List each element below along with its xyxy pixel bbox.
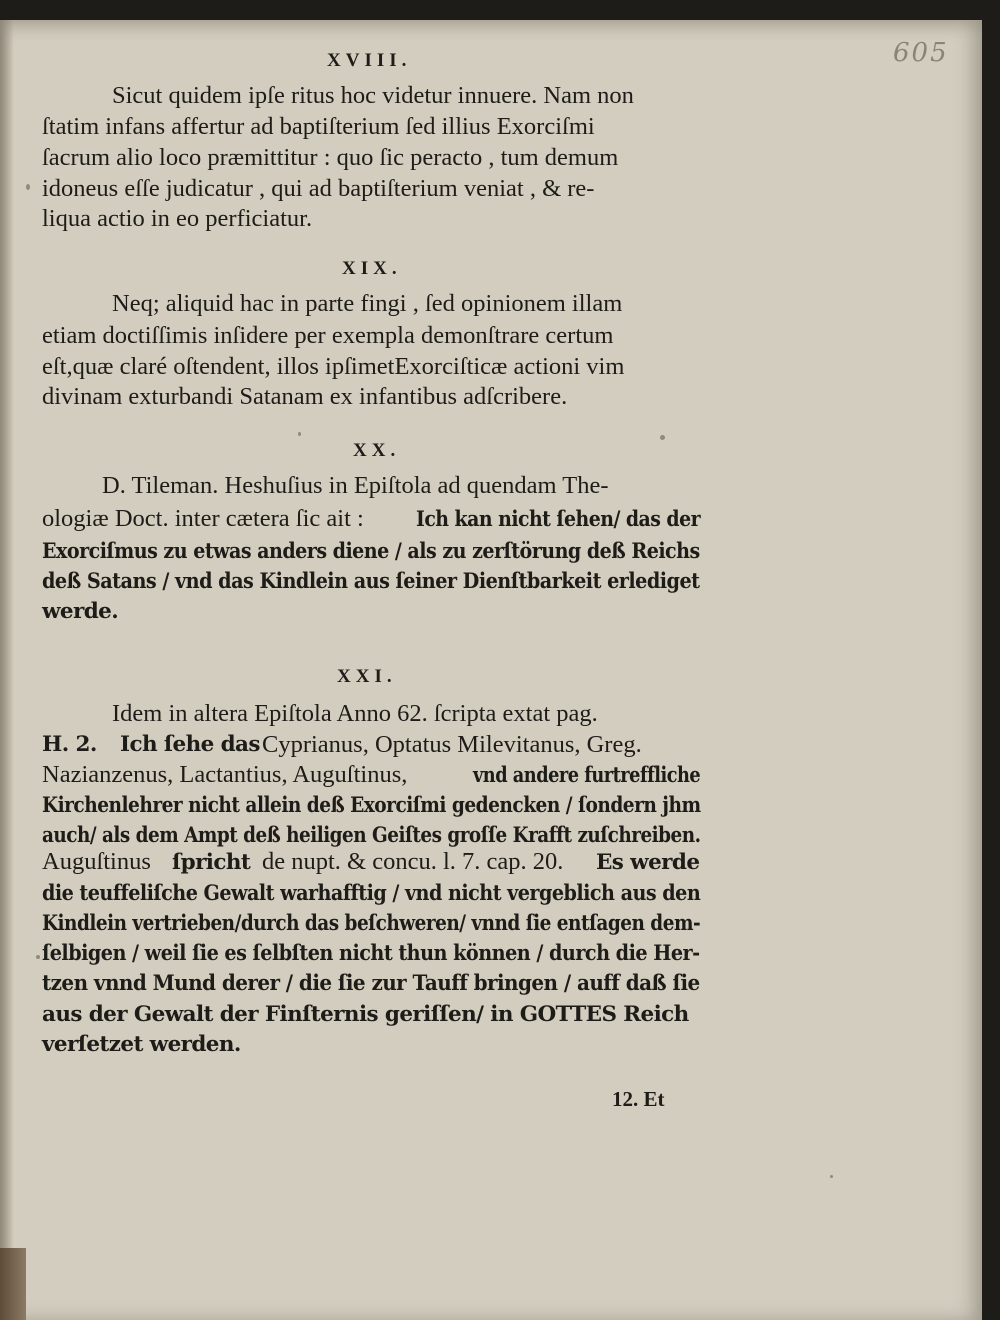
paper-speck: [660, 435, 665, 440]
text-line: ſacrum alio loco præmittitur : quo ſic peracto , tum demum: [42, 144, 619, 171]
text-line: etiam doctiſſimis inſidere per exempla demonſtrare certum: [42, 322, 614, 349]
blackletter-line: H. 2.: [42, 732, 97, 757]
binding-edge: [0, 20, 14, 1320]
blackletter-line: Kindlein vertrieben/durch das beſchweren/ vnnd ſie entſagen dem-: [42, 911, 701, 936]
blackletter-line: ſpricht: [172, 850, 251, 875]
blackletter-line: verſetzet werden.: [42, 1032, 241, 1057]
text-line: de nupt. & concu. l. 7. cap. 20.: [262, 848, 564, 875]
paper-speck: [26, 184, 30, 190]
paper-speck: [36, 955, 40, 959]
binding-tab: [0, 1248, 26, 1320]
paper-speck: [830, 1175, 833, 1178]
blackletter-line: werde.: [42, 599, 119, 624]
text-line: Cyprianus, Optatus Milevitanus, Greg.: [262, 731, 642, 758]
section-heading: XIX.: [342, 258, 402, 279]
text-line: Sicut quidem ipſe ritus hoc videtur innuere. Nam non: [112, 82, 634, 109]
blackletter-line: Kirchenlehrer nicht allein deß Exorciſmi gedencken / ſondern jhm: [42, 793, 701, 818]
blackletter-line: Es werde: [596, 850, 700, 875]
section-heading: XVIII.: [327, 50, 412, 71]
blackletter-line: Exorciſmus zu etwas anders diene / als zu zerſtörung deß Reichs: [42, 539, 700, 564]
text-line: ſtatim infans affertur ad baptiſterium ſed illius Exorciſmi: [42, 113, 595, 140]
blackletter-line: vnd andere furtreffliche: [473, 763, 701, 788]
blackletter-line: deß Satans / vnd das Kindlein aus ſeiner Dienſtbarkeit erlediget: [42, 569, 700, 594]
text-line: Auguſtinus: [42, 848, 151, 875]
blackletter-line: ſelbigen / weil ſie es ſelbſten nicht thun können / durch die Her-: [42, 941, 700, 966]
blackletter-line: auch/ als dem Ampt deß heiligen Geiſtes groſſe Krafft zuſchreiben.: [42, 823, 701, 848]
text-line: liqua actio in eo perficiatur.: [42, 205, 313, 232]
blackletter-line: Ich ſehe das: [120, 732, 260, 757]
text-line: idoneus eſſe judicatur , qui ad baptiſterium veniat , & re-: [42, 175, 595, 202]
text-line: eſt,quæ claré oſtendent, illos ipſimetExorciſticæ actioni vim: [42, 353, 625, 380]
paper-speck: [298, 432, 301, 436]
handwritten-folio-number: 605: [893, 38, 949, 68]
section-heading: XXI.: [337, 666, 397, 687]
text-line: divinam exturbandi Satanam ex infantibus adſcribere.: [42, 383, 568, 410]
text-line: Nazianzenus, Lactantius, Auguſtinus,: [42, 761, 408, 788]
text-line: ologiæ Doct. inter cætera ſic ait :: [42, 505, 364, 532]
blackletter-line: die teuffeliſche Gewalt warhafftig / vnd nicht vergeblich aus den: [42, 881, 701, 906]
section-heading: XX.: [353, 440, 401, 461]
blackletter-line: tzen vnnd Mund derer / die ſie zur Tauff bringen / auff daß ſie: [42, 971, 700, 996]
text-line: Idem in altera Epiſtola Anno 62. ſcripta extat pag.: [112, 700, 598, 727]
text-line: D. Tileman. Heshuſius in Epiſtola ad quendam The-: [102, 472, 609, 499]
blackletter-line: Ich kan nicht ſehen/ das der: [416, 507, 701, 532]
blackletter-line: aus der Gewalt der Finſternis geriſſen/ in GOTTES Reich: [42, 1002, 689, 1027]
text-line: Neq; aliquid hac in parte fingi , ſed opinionem illam: [112, 290, 623, 317]
catchword: 12. Et: [612, 1087, 665, 1111]
